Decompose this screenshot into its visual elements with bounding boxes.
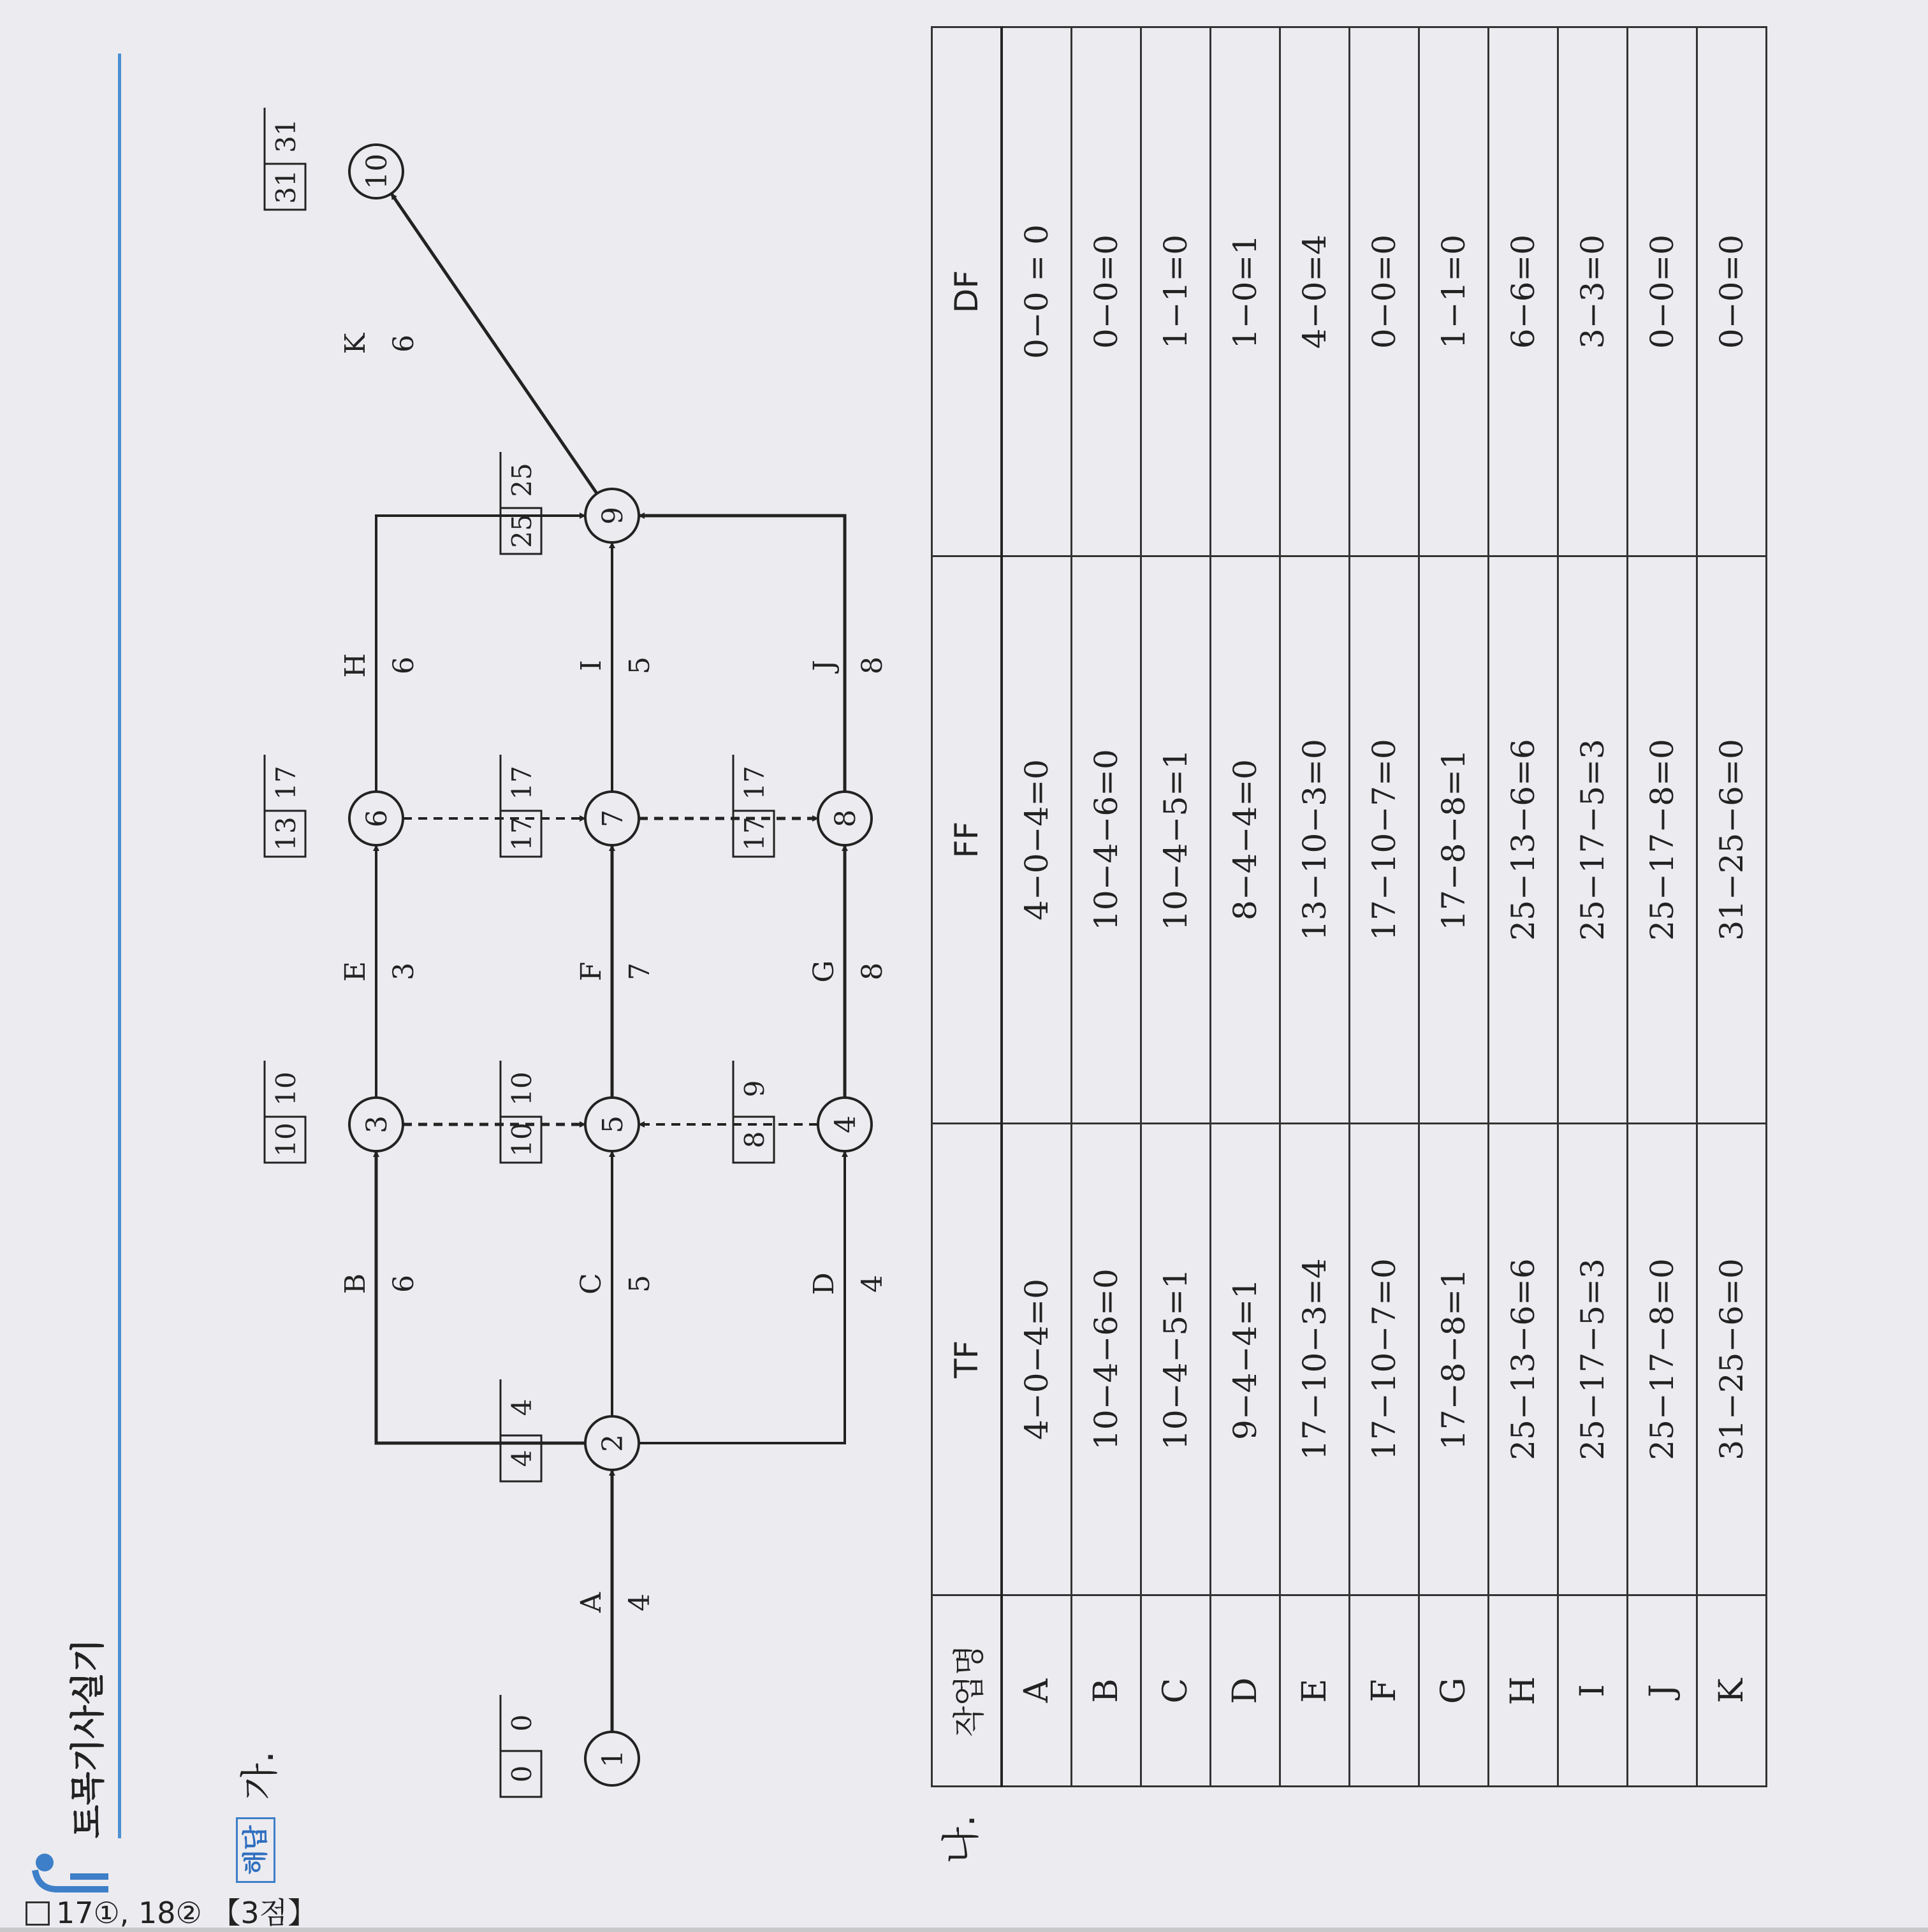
col-header-ff: FF xyxy=(932,556,1002,1124)
node-times-5 xyxy=(500,1061,541,1163)
cell-task: B xyxy=(1072,1595,1141,1787)
activity-duration: 7 xyxy=(624,962,656,980)
table-header-row xyxy=(932,27,1002,1787)
node-number: 4 xyxy=(829,1115,862,1133)
earliest-time: 17 xyxy=(739,817,770,851)
page-footer xyxy=(26,1890,317,1932)
earliest-time: 25 xyxy=(506,514,537,548)
col-header-tf: TF xyxy=(932,1124,1002,1595)
activity-duration: 8 xyxy=(856,657,889,674)
cell-df: 0−0=0 xyxy=(1697,27,1767,556)
cell-tf: 25−13−6=6 xyxy=(1489,1124,1558,1595)
table-row xyxy=(1211,27,1280,1787)
cell-tf: 9−4−4=1 xyxy=(1211,1124,1280,1595)
activity-K xyxy=(339,332,420,354)
answer-badge: 해답 xyxy=(236,1817,275,1883)
edge-K xyxy=(391,194,597,494)
cell-df: 0−0=0 xyxy=(1350,27,1419,556)
cell-ff: 8−4−4=0 xyxy=(1211,556,1280,1124)
node-2 xyxy=(585,1416,639,1470)
cell-task: J xyxy=(1628,1595,1697,1787)
latest-time: 10 xyxy=(506,1071,537,1106)
earliest-time: 13 xyxy=(270,817,302,851)
node-3 xyxy=(349,1098,403,1151)
latest-time: 17 xyxy=(739,766,770,800)
node-number: 1 xyxy=(597,1750,629,1768)
activity-name: C xyxy=(575,1273,608,1295)
cell-task: A xyxy=(1002,1595,1072,1787)
node-5 xyxy=(585,1098,639,1151)
node-4 xyxy=(818,1098,872,1151)
activity-I xyxy=(575,657,656,674)
node-times-7 xyxy=(500,755,541,857)
cell-task: H xyxy=(1489,1595,1558,1787)
node-times-2 xyxy=(500,1379,541,1481)
node-number: 7 xyxy=(597,810,629,827)
activity-A xyxy=(575,1592,656,1613)
table-row xyxy=(1002,27,1072,1787)
activity-duration: 6 xyxy=(388,657,420,674)
node-times-1 xyxy=(500,1695,541,1797)
cell-df: 0−0 = 0 xyxy=(1002,27,1072,556)
latest-time: 4 xyxy=(506,1398,537,1416)
node-1 xyxy=(585,1732,639,1785)
activity-duration: 4 xyxy=(624,1594,656,1611)
edge-H xyxy=(376,516,585,792)
col-header-task: 작업명 xyxy=(932,1595,1002,1787)
activity-duration: 5 xyxy=(624,1275,656,1293)
cell-task: I xyxy=(1558,1595,1628,1787)
node-number: 6 xyxy=(361,810,393,827)
cell-df: 0−0=0 xyxy=(1072,27,1141,556)
part-b-label: 나. xyxy=(939,1814,984,1864)
table-row xyxy=(1280,27,1350,1787)
activity-name: B xyxy=(339,1273,372,1295)
float-table xyxy=(931,26,1767,1787)
node-10 xyxy=(349,145,403,198)
cell-df: 3−3=0 xyxy=(1558,27,1628,556)
table-row xyxy=(1628,27,1697,1787)
cell-df: 0−0=0 xyxy=(1628,27,1697,556)
node-number: 8 xyxy=(829,810,862,827)
cell-ff: 4−0−4=0 xyxy=(1002,556,1072,1124)
earliest-time: 8 xyxy=(739,1131,770,1149)
activity-name: G xyxy=(808,960,840,983)
cell-ff: 31−25−6=0 xyxy=(1697,556,1767,1124)
node-9 xyxy=(585,489,639,542)
activity-duration: 4 xyxy=(856,1275,889,1293)
activity-duration: 3 xyxy=(388,962,420,980)
node-times-9 xyxy=(500,452,541,554)
node-7 xyxy=(585,792,639,845)
earliest-time: 10 xyxy=(270,1122,302,1157)
cell-task: G xyxy=(1419,1595,1489,1787)
cell-df: 1−0=1 xyxy=(1211,27,1280,556)
latest-time: 9 xyxy=(739,1080,770,1098)
activity-name: E xyxy=(339,961,372,982)
activity-duration: 6 xyxy=(388,1275,420,1293)
table-row xyxy=(1141,27,1211,1787)
latest-time: 0 xyxy=(506,1714,537,1732)
activity-E xyxy=(339,961,420,982)
earliest-time: 31 xyxy=(270,170,302,204)
activity-B xyxy=(339,1274,420,1294)
cell-ff: 10−4−6=0 xyxy=(1072,556,1141,1124)
activity-G xyxy=(808,960,889,982)
table-row xyxy=(1697,27,1767,1787)
cell-df: 6−6=0 xyxy=(1489,27,1558,556)
node-number: 3 xyxy=(361,1115,393,1133)
latest-time: 25 xyxy=(506,463,537,497)
node-times-6 xyxy=(265,755,305,857)
cell-task: C xyxy=(1141,1595,1211,1787)
activity-name: H xyxy=(339,653,372,678)
cell-tf: 10−4−6=0 xyxy=(1072,1124,1141,1595)
cell-task: F xyxy=(1350,1595,1419,1787)
cell-ff: 17−10−7=0 xyxy=(1350,556,1419,1124)
table-row xyxy=(1072,27,1141,1787)
node-number: 2 xyxy=(597,1434,629,1452)
cell-task: K xyxy=(1697,1595,1767,1787)
latest-time: 31 xyxy=(270,119,302,153)
cell-tf: 31−25−6=0 xyxy=(1697,1124,1767,1595)
earliest-time: 17 xyxy=(506,817,537,851)
activity-duration: 6 xyxy=(388,335,420,352)
earliest-time: 0 xyxy=(506,1765,537,1783)
cell-ff: 25−17−5=3 xyxy=(1558,556,1628,1124)
edge-B xyxy=(376,1151,585,1443)
cell-tf: 4−0−4=0 xyxy=(1002,1124,1072,1595)
cell-ff: 25−13−6=6 xyxy=(1489,556,1558,1124)
node-8 xyxy=(818,792,872,845)
cell-tf: 17−8−8=1 xyxy=(1419,1124,1489,1595)
activity-F xyxy=(575,962,656,982)
edge-D xyxy=(639,1151,845,1443)
book-title: 토목기사실기 xyxy=(68,1639,108,1838)
footer-ref: 17①, 18② xyxy=(56,1896,202,1930)
col-header-df: DF xyxy=(932,27,1002,556)
activity-D xyxy=(808,1272,889,1295)
node-times-3 xyxy=(265,1061,305,1163)
activity-J xyxy=(808,657,889,674)
cell-tf: 25−17−5=3 xyxy=(1558,1124,1628,1595)
cell-ff: 13−10−3=0 xyxy=(1280,556,1350,1124)
node-times-4 xyxy=(733,1061,774,1163)
latest-time: 17 xyxy=(270,766,302,800)
cell-df: 1−1=0 xyxy=(1419,27,1489,556)
activity-H xyxy=(339,653,420,678)
activity-name: J xyxy=(808,660,840,671)
node-times-10 xyxy=(265,108,305,210)
activity-name: F xyxy=(575,961,608,982)
activity-name: K xyxy=(339,333,372,354)
cell-ff: 17−8−8=1 xyxy=(1419,556,1489,1124)
node-number: 9 xyxy=(597,507,629,525)
earliest-time: 4 xyxy=(506,1449,537,1467)
edge-J xyxy=(639,516,845,792)
cell-tf: 17−10−3=4 xyxy=(1280,1124,1350,1595)
table-row xyxy=(1419,27,1489,1787)
checkbox-icon xyxy=(26,1901,50,1926)
node-number: 10 xyxy=(361,154,393,189)
cell-df: 4−0=4 xyxy=(1280,27,1350,556)
cell-ff: 10−4−5=1 xyxy=(1141,556,1211,1124)
activity-duration: 8 xyxy=(856,962,889,980)
activity-duration: 5 xyxy=(624,657,656,674)
footer-points: 【3점】 xyxy=(211,1896,318,1930)
activity-C xyxy=(575,1273,656,1295)
activity-name: A xyxy=(575,1592,608,1613)
activity-name: I xyxy=(575,660,608,671)
cell-task: E xyxy=(1280,1595,1350,1787)
cell-df: 1−1=0 xyxy=(1141,27,1211,556)
table-row xyxy=(1558,27,1628,1787)
cell-ff: 25−17−8=0 xyxy=(1628,556,1697,1124)
node-6 xyxy=(349,792,403,845)
latest-time: 10 xyxy=(270,1071,302,1106)
cell-tf: 17−10−7=0 xyxy=(1350,1124,1419,1595)
node-times-8 xyxy=(733,755,774,857)
cell-tf: 25−17−8=0 xyxy=(1628,1124,1697,1595)
table-row xyxy=(1489,27,1558,1787)
latest-time: 17 xyxy=(506,766,537,800)
node-number: 5 xyxy=(597,1115,629,1133)
activity-network-diagram xyxy=(0,0,931,1928)
table-row xyxy=(1350,27,1419,1787)
cell-task: D xyxy=(1211,1595,1280,1787)
activity-name: D xyxy=(808,1272,840,1295)
earliest-time: 10 xyxy=(506,1122,537,1157)
part-a-label: 가. xyxy=(238,1750,282,1800)
cell-tf: 10−4−5=1 xyxy=(1141,1124,1211,1595)
